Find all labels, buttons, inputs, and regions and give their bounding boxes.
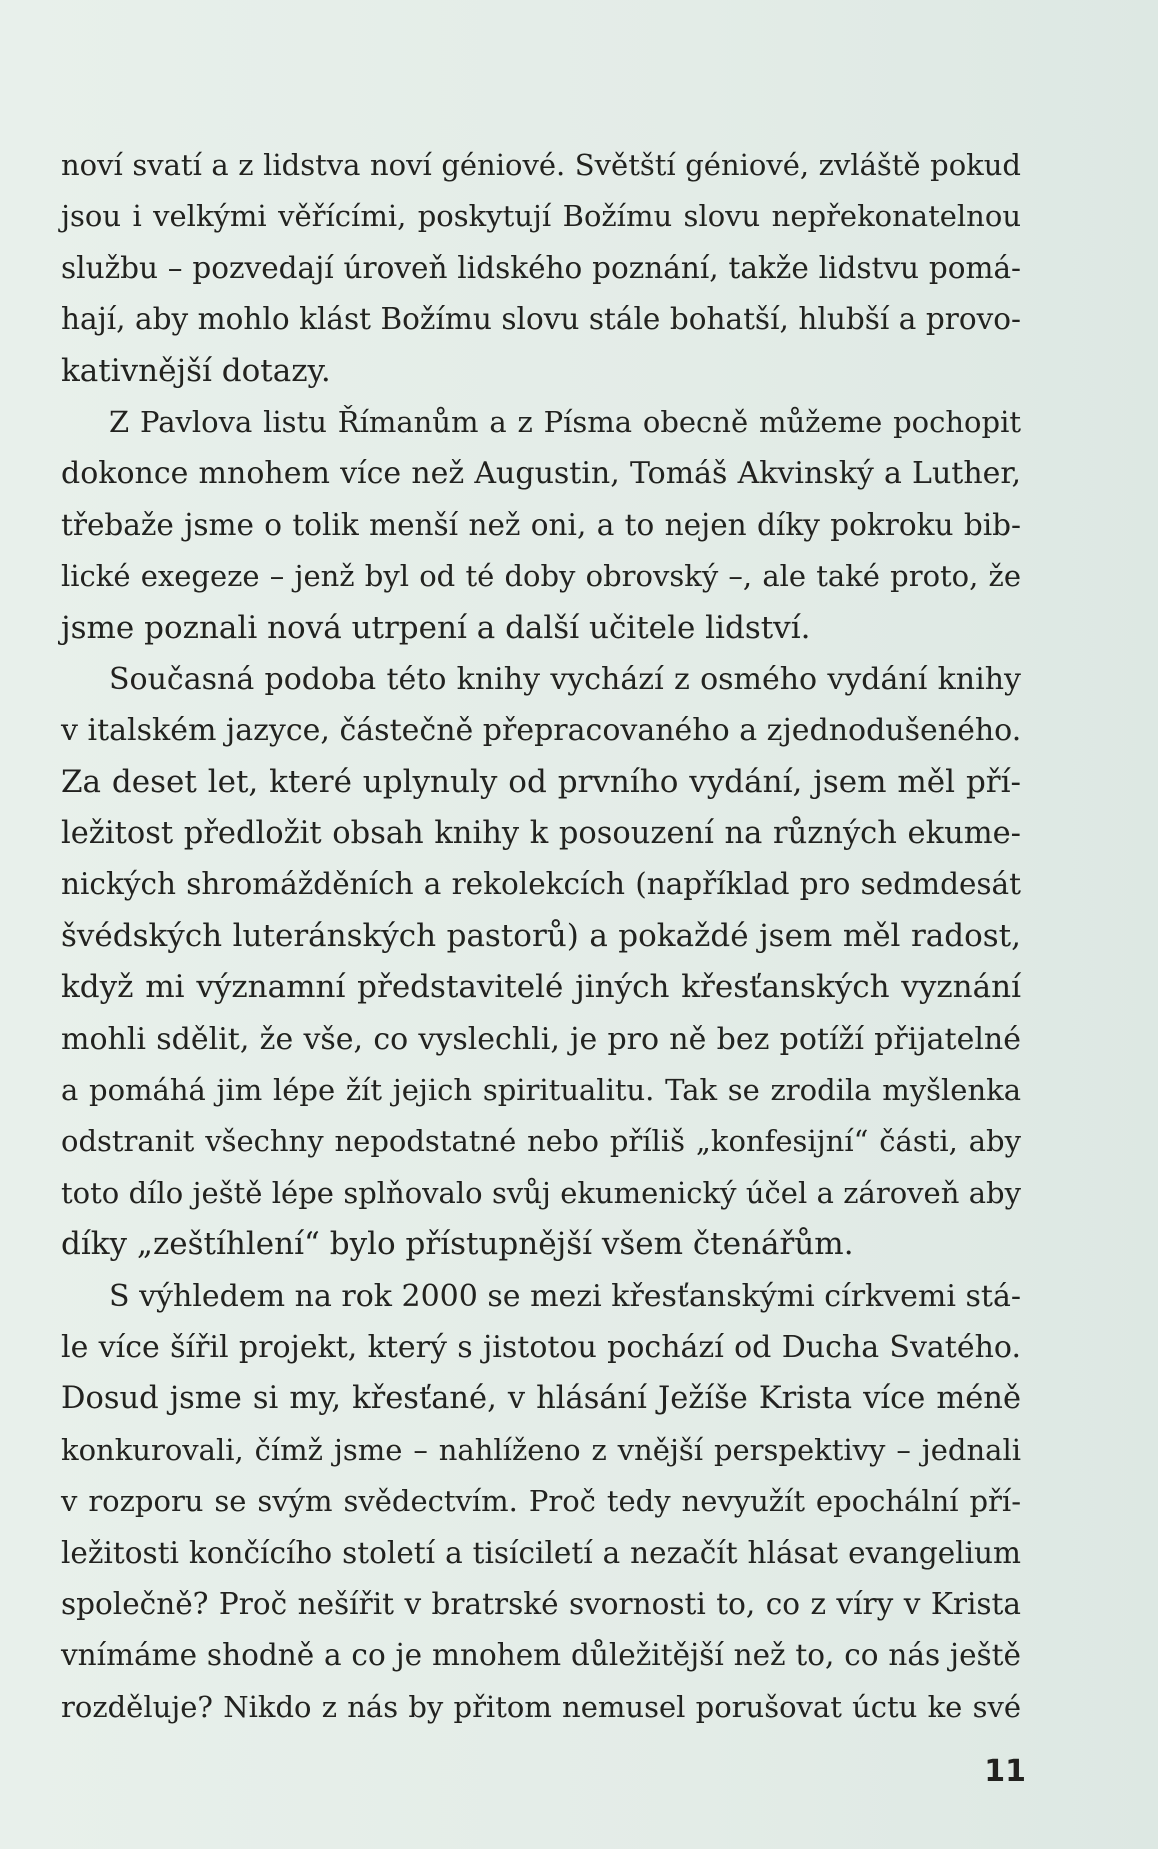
text-line: Za deset let, které uplynuly od prvního vydání, jsem měl pří-	[61, 763, 1021, 800]
text-line: Současná podoba této knihy vychází z osmého vydání knihy	[109, 661, 1021, 697]
text-line: jsme poznali nová utrpení a další učitele lidství.	[61, 609, 811, 646]
text-line: Z Pavlova listu Římanům a z Písma obecně můžeme pochopit	[109, 404, 1021, 439]
text-line: lické exegeze – jenž byl od té doby obrovský –, ale také proto, že	[61, 559, 1021, 594]
text-line: odstranit všechny nepodstatné nebo příliš „konfesijní“ části, aby	[61, 1124, 1021, 1159]
text-line: švédských luteránských pastorů) a pokaždé jsem měl radost,	[61, 917, 1021, 954]
page-number: 11	[984, 1754, 1026, 1789]
text-line: ležitosti končícího století a tisíciletí a nezačít hlásat evangelium	[61, 1535, 1021, 1570]
text-line: S výhledem na rok 2000 se mezi křesťanskými církvemi stá-	[109, 1278, 1021, 1314]
text-line: mohli sdělit, že vše, co vyslechli, je pro ně bez potíží přijatelné	[61, 1021, 1021, 1057]
text-line: noví svatí a z lidstva noví géniové. Světští géniové, zvláště pokud	[61, 148, 1021, 182]
text-line: vnímáme shodně a co je mnohem důležitější než to, co nás ještě	[61, 1638, 1021, 1673]
text-line: ležitost předložit obsah knihy k posouzení na různých ekume-	[61, 816, 1021, 852]
text-line: rozděluje? Nikdo z nás by přitom nemusel porušovat úctu ke své	[61, 1689, 1021, 1724]
text-line: když mi významní představitelé jiných křesťanských vyznání	[61, 969, 1021, 1006]
text-line: a pomáhá jim lépe žít jejich spiritualitu. Tak se zrodila myšlenka	[61, 1073, 1021, 1108]
text-line: v rozporu se svým svědectvím. Proč tedy nevyužít epochální pří-	[61, 1484, 1021, 1519]
text-line: nických shromážděních a rekolekcích (například pro sedmdesát	[61, 867, 1021, 902]
text-line: toto dílo ještě lépe splňovalo svůj ekumenický účel a zároveň aby	[61, 1175, 1021, 1210]
text-line: jsou i velkými věřícími, poskytují Božímu slovu nepřekonatelnou	[61, 199, 1021, 234]
text-line: konkurovali, čímž jsme – nahlíženo z vnější perspektivy – jednali	[61, 1432, 1021, 1467]
text-line: dokonce mnohem více než Augustin, Tomáš Akvinský a Luther,	[61, 456, 1021, 492]
text-line: společně? Proč nešířit v bratrské svornosti to, co z víry v Krista	[61, 1586, 1021, 1621]
text-line: kativnější dotazy.	[61, 352, 331, 389]
text-line: le více šířil projekt, který s jistotou pochází od Ducha Svatého.	[61, 1329, 1021, 1365]
text-line: hají, aby mohlo klást Božímu slovu stále bohatší, hlubší a provo-	[61, 302, 1021, 337]
text-line: v italském jazyce, částečně přepracovaného a zjednodušeného.	[61, 713, 1022, 749]
text-line: Dosud jsme si my, křesťané, v hlásání Ježíše Krista více méně	[61, 1381, 1021, 1417]
text-line: díky „zeštíhlení“ bylo přístupnější všem čtenářům.	[61, 1226, 854, 1263]
body-text	[61, 140, 1021, 1733]
text-line: třebaže jsme o tolik menší než oni, a to nejen díky pokroku bib-	[61, 507, 1021, 542]
text-line: službu – pozvedají úroveň lidského poznání, takže lidstvu pomá-	[61, 250, 1021, 285]
